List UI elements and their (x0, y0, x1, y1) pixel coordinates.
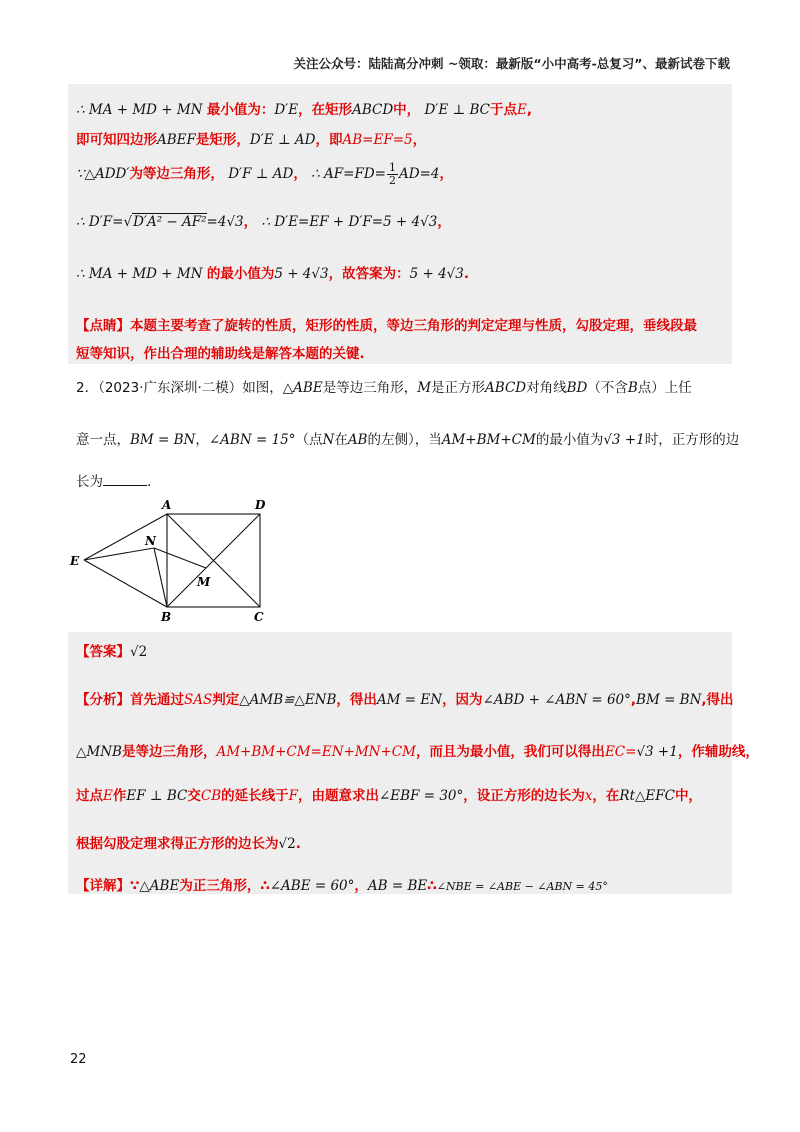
analysis-line-1: 【分析】首先通过SAS判定△AMB≌△ENB，得出AM = EN，因为∠ABD + ∠ABN = 60°,BM = BN,得出 (76, 692, 734, 708)
label-e: E (70, 554, 80, 568)
label-m: M (197, 575, 211, 589)
label-d: D (255, 498, 266, 512)
question-2-line-2: 意一点，BM = BN，∠ABN = 15°（点N在AB的左侧），当AM+BM+CM的最小值为√3 +1时，正方形的边 (76, 432, 740, 448)
answer-shaded-block (68, 632, 732, 894)
segment-nb (154, 548, 167, 607)
segment-eb (84, 560, 167, 607)
label-b: B (161, 610, 172, 624)
label-n: N (145, 534, 156, 548)
page-number: 22 (70, 1052, 87, 1067)
sqrt-sign: √ (123, 214, 133, 230)
detail-line-1: 【详解】∵△ABE为正三角形，∴∠ABE = 60°，AB = BE∴∠NBE = ∠ABE − ∠ABN = 45° (76, 878, 608, 894)
solution-line-2: 即可知四边形ABEF是矩形，D′E ⊥ AD，即AB=EF=5， (76, 132, 427, 148)
label-c: C (254, 610, 264, 624)
comment-line-2: 短等知识，作出合理的辅助线是解答本题的关键. (76, 346, 365, 362)
question-2-line-1: 2．（2023·广东深圳·二模）如图，△ABE是等边三角形，M是正方形ABCD对角线BD（不含B点）上任 (76, 380, 692, 396)
page-header: 关注公众号：陆陆高分冲刺 ~领取：最新版“小中高考-总复习”、最新试卷下载 (293, 56, 730, 71)
segment-nm (154, 548, 206, 568)
fraction-one-half: $\frac{1}{2}$ (388, 161, 396, 187)
analysis-line-3: 过点E作EF ⊥ BC交CB的延长线于F，由题意求出∠EBF = 30°，设正方形的边长为x，在Rt△EFC中， (76, 788, 702, 804)
question-2-line-3: 长为 . (76, 474, 152, 490)
comment-line-1: 【点睛】本题主要考查了旋转的性质，矩形的性质，等边三角形的判定定理与性质，勾股定理，垂线段最 (76, 318, 697, 334)
solution-line-4: ∴ D′F=√D′A² − AF²=4√3， ∴ D′E=EF + D′F=5 + 4√3， (76, 214, 451, 230)
solution-line-1: ∴ MA + MD + MN 最小值为：D′E，在矩形ABCD中， D′E ⊥ BC于点E, (76, 102, 532, 118)
solution-line-5: ∴ MA + MD + MN 的最小值为5 + 4√3，故答案为：5 + 4√3. (76, 266, 469, 282)
label-a: A (162, 498, 172, 512)
solution-line-3: ∵△ADD′为等边三角形， D′F ⊥ AD， ∴ AF=FD= $\frac{1}{2}$ AD=4， (76, 161, 453, 187)
answer-line: 【答案】√2 (76, 644, 148, 660)
analysis-line-2: △MNB是等边三角形，AM+BM+CM=EN+MN+CM，而且为最小值，我们可以得出EC=√3 +1，作辅助线， (76, 744, 759, 760)
answer-blank[interactable] (103, 485, 147, 486)
geometry-figure (66, 494, 276, 626)
analysis-line-4: 根据勾股定理求得正方形的边长为√2. (76, 836, 301, 852)
